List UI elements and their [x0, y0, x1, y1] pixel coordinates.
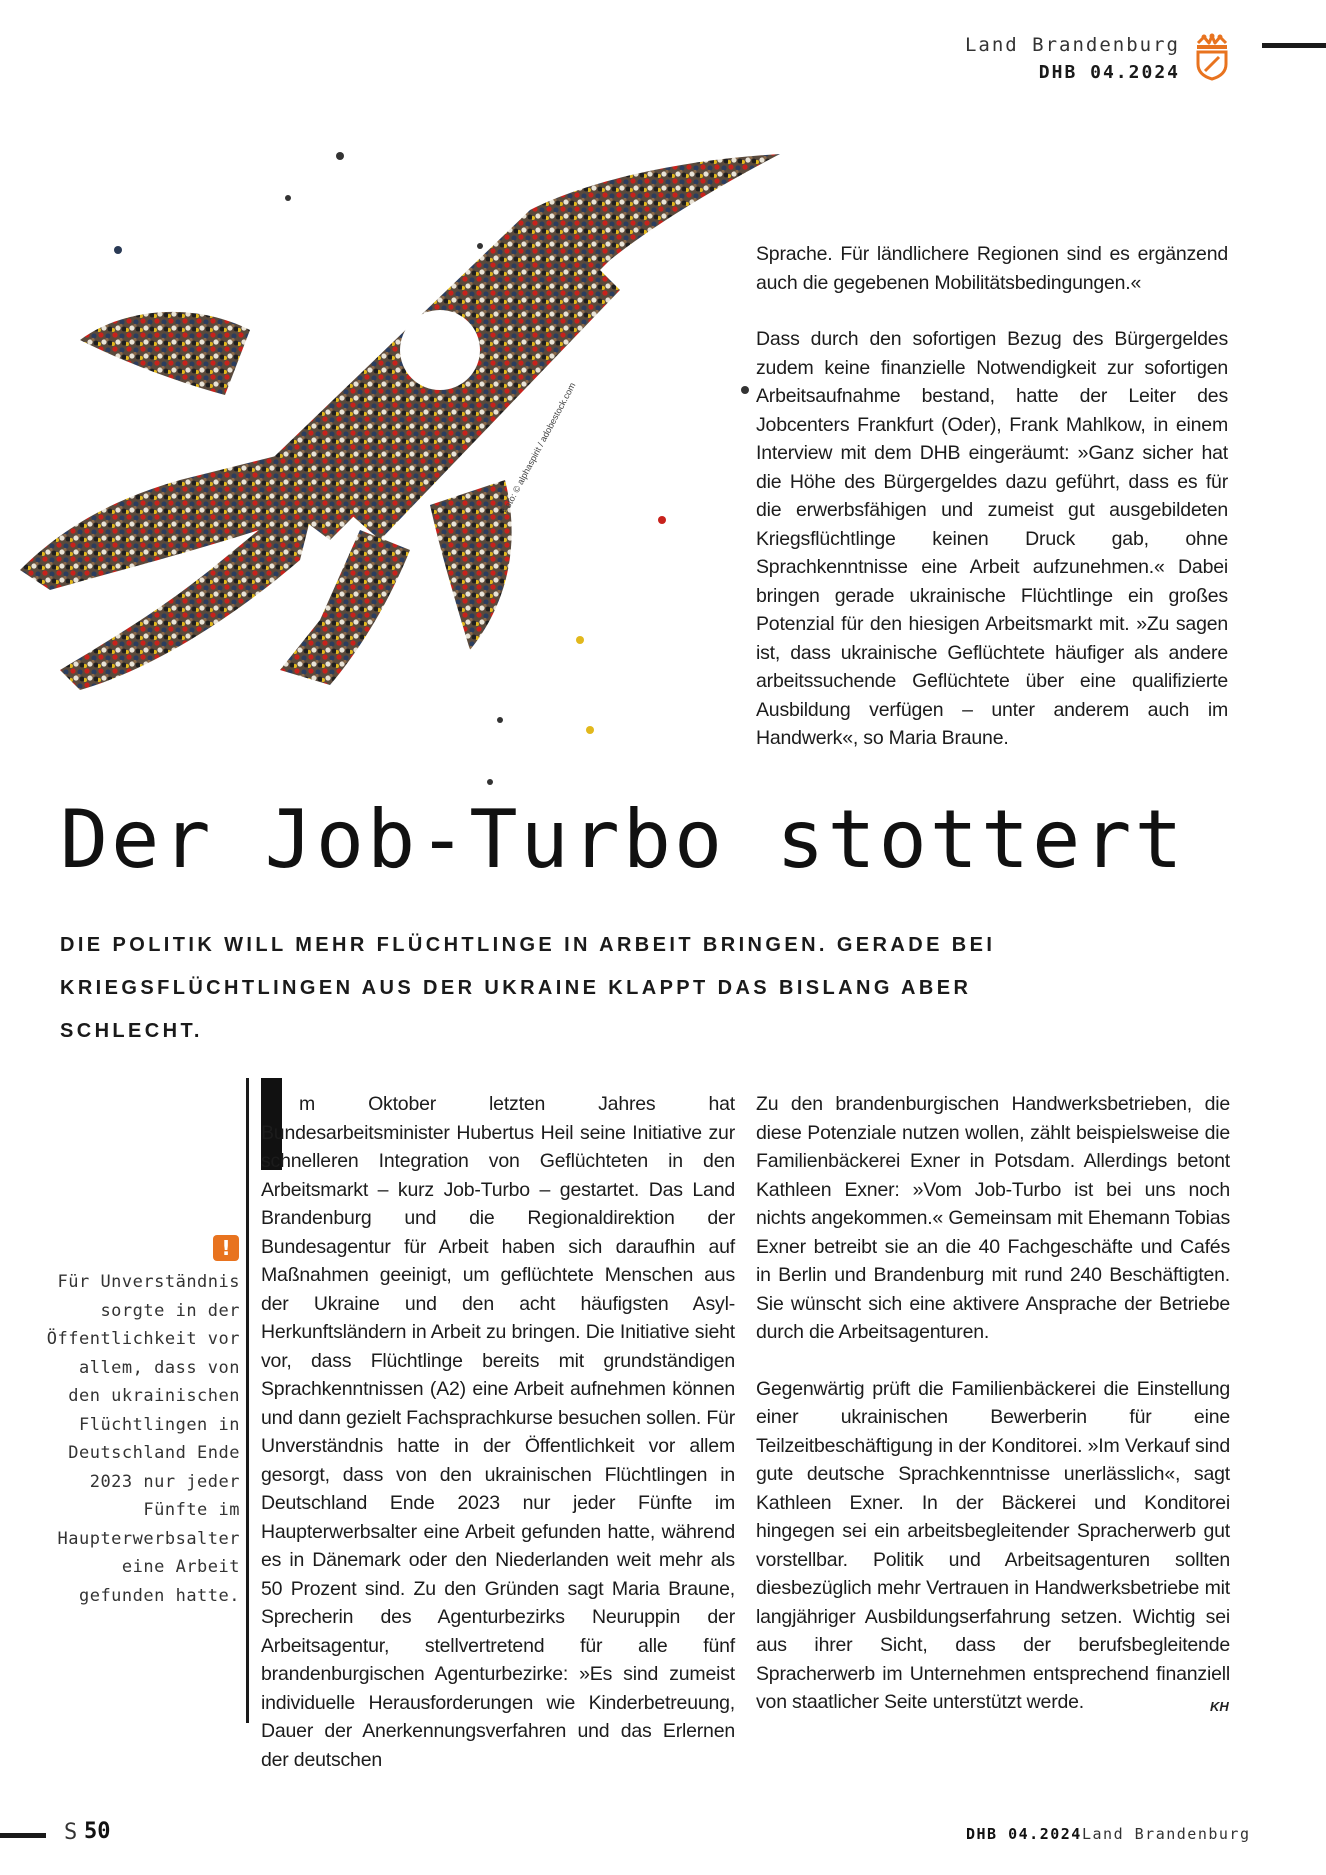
- article-title: Der Job-Turbo stottert: [60, 793, 1186, 886]
- article-lead: DIE POLITIK WILL MEHR FLÜCHTLINGE IN ARBEIT BRINGEN. GERADE BEI KRIEGSFLÜCHTLINGEN AUS DER UKRAINE KLAPPT DAS BISLANG ABER SCHLECHT.: [60, 934, 996, 1042]
- footer-issue: DHB 04.2024: [966, 1825, 1082, 1843]
- paragraph: Gegenwärtig prüft die Familienbäckerei die Einstellung einer ukrainischen Bewerberin für eine Teilzeitbeschäftigung in der Konditorei. »Im Verkauf sind gute deutsche Sprachkenntnisse unerlässlich«, sagt Kathleen Exner. In der Bäckerei und Konditorei hingegen sei ein arbeitsbegleitender Spracherwerb gut vorstellbar. Politik und Arbeitsagenturen sollten diesbezüglich mehr Vertrauen in Handwerksbetriebe mit langjähriger Ausbildungserfahrung setzen. Wichtig sei aus ihrer Sicht, dass der berufsbegleitende Spracherwerb im Unternehmen entsprechend finanziell von staatlicher Seite unterstützt werde.: [756, 1377, 1230, 1713]
- paragraph: m Oktober letzten Jahres hat Bundesarbeitsminister Hubertus Heil seine Initiative zur schnelleren Integration von Geflüchteten in den Arbeitsmarkt – kurz Job-Turbo – gestartet. Das Land Brandenburg und die Regionaldirektion der Bundesagentur für Arbeit haben sich daraufhin auf Maßnahmen geeinigt, um geflüchtete Menschen aus der Ukraine und den acht häufigsten Asyl-Herkunftsländern in Arbeit zu bringen. Die Initiative sieht vor, dass Flüchtlinge bereits mit grundständigen Sprachkenntnissen (A2) eine Arbeit aufnehmen können und dann gezielt Fachsprachkurse besuchen sollen. Für Unverständnis hatte in der Öffentlichkeit vor allem gesorgt, dass von den ukrainischen Flüchtlingen in Deutschland Ende 2023 nur jeder Fünfte im Haupterwerbsalter eine Arbeit gefunden hatte, während es in Dänemark oder den Niederlanden weit mehr als 50 Prozent sind. Zu den Gründen sagt Maria Braune, Sprecherin des Agenturbezirks Neuruppin der Arbeitsagentur, stellvertretend für alle fünf brandenburgischen Agenturbezirke: »Es sind zumeist individuelle Herausforderungen wie Kinderbetreuung, Dauer der Anerkennungsverfahren und das Erlernen der deutschen: [261, 1093, 735, 1771]
- article-column-left: [261, 1090, 735, 1774]
- article-column-right: [756, 1090, 1230, 1717]
- footer-rule: [0, 1833, 46, 1838]
- continued-text-column: [756, 240, 1228, 753]
- paragraph: Sprache. Für ländlichere Regionen sind es ergänzend auch die gegebenen Mobilitätsbedingungen.«: [756, 243, 1228, 294]
- footer-region: Land Brandenburg: [1082, 1825, 1251, 1843]
- page-prefix: S: [64, 1820, 78, 1845]
- header-issue: DHB 04.2024: [1038, 62, 1180, 83]
- paragraph: Zu den brandenburgischen Handwerksbetrieben, die diese Potenziale nutzen wollen, zählt beispielsweise die Familienbäckerei Exner in Potsdam. Allerdings betont Kathleen Exner: »Vom Job-Turbo ist bei uns noch nichts angekommen.« Gemeinsam mit Ehemann Tobias Exner betreibt sie an die 40 Fachgeschäfte und Cafés in Berlin und Brandenburg mit rund 240 Beschäftigten. Sie wünscht sich eine aktivere Ansprache der Betriebe durch die Arbeitsagenturen.: [756, 1093, 1230, 1343]
- page-number: 50: [84, 1819, 111, 1844]
- rocket-crowd-image: [0, 150, 790, 790]
- author-initials: KH: [1210, 1699, 1229, 1714]
- sidebar-quote: Für Unverständnis sorgte in der Öffentlichkeit vor allem, dass von den ukrainischen Flüchtlingen in Deutschland Ende 2023 nur jeder Fünfte im Haupterwerbsalter eine Arbeit gefunden hatte.: [46, 1272, 240, 1606]
- header-rule: [1262, 43, 1326, 48]
- brandenburg-crest-icon: [1192, 33, 1232, 81]
- exclamation-icon: !: [213, 1235, 239, 1261]
- header-region: Land Brandenburg: [964, 34, 1180, 56]
- sidebar-rule: [246, 1078, 249, 1723]
- photo-credit: Foto: © alphaspirit / adobestock.com: [500, 380, 578, 515]
- paragraph: Dass durch den sofortigen Bezug des Bürgergeldes zudem keine finanzielle Notwendigkeit zur sofortigen Arbeitsaufnahme bestand, hatte der Leiter des Jobcenters Frankfurt (Oder), Frank Mahlkow, in einem Interview mit dem DHB eingeräumt: »Ganz sicher hat die Höhe des Bürgergeldes dazu geführt, dass es für die erwerbsfähigen und zumeist gut ausgebildeten Kriegsflüchtlinge keinen Druck gab, ohne Sprachkenntnisse eine Arbeit aufzunehmen.« Dabei bringen gerade ukrainische Flüchtlinge ein großes Potenzial für den hiesigen Arbeitsmarkt mit. »Zu sagen ist, dass ukrainische Geflüchtete häufiger als andere arbeitssuchende Geflüchtete über eine qualifizierte Ausbildung verfügen – unter anderem auch im Handwerk«, so Maria Braune.: [756, 328, 1228, 749]
